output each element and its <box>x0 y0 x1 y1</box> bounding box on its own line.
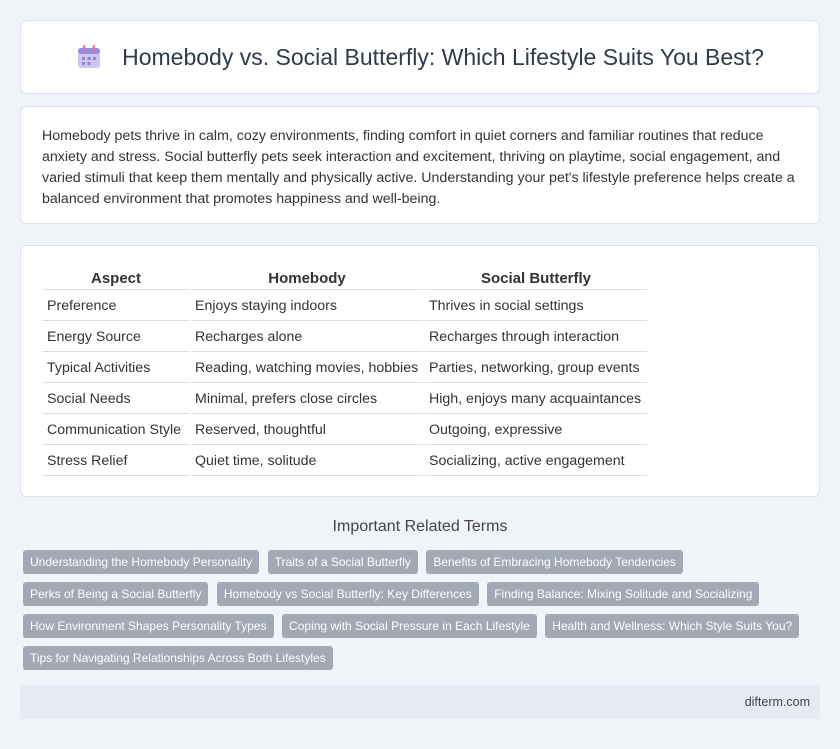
page-title: Homebody vs. Social Butterfly: Which Lifestyle Suits You Best? <box>122 43 764 70</box>
table-cell: Energy Source <box>43 323 189 352</box>
intro-text: Homebody pets thrive in calm, cozy environments, finding comfort in quiet corners and familiar routines that reduce anxiety and stress. Social butterfly pets seek interaction and excitement, thriving on playtime, social engagement, and varied stimuli that keep them mentally and physically active. Understanding your pet's lifestyle preference helps create a balanced environment that promotes happiness and well-being. <box>42 128 795 207</box>
table-cell: Parties, networking, group events <box>425 354 647 383</box>
footer-site-link[interactable]: difterm.com <box>744 695 810 709</box>
table-row <box>43 354 647 383</box>
table-header-row <box>43 266 647 290</box>
related-term-tag[interactable]: Benefits of Embracing Homebody Tendencies <box>426 550 683 574</box>
calendar-icon <box>76 44 102 70</box>
table-cell: Recharges alone <box>191 323 423 352</box>
table-cell: Minimal, prefers close circles <box>191 385 423 414</box>
table-row <box>43 323 647 352</box>
table-cell: Quiet time, solitude <box>191 447 423 476</box>
table-row <box>43 447 647 476</box>
table-row <box>43 292 647 321</box>
table-cell: Typical Activities <box>43 354 189 383</box>
table-cell: Social Needs <box>43 385 189 414</box>
header-card <box>20 20 820 94</box>
related-term-tag[interactable]: Traits of a Social Butterfly <box>268 550 418 574</box>
table-cell: Socializing, active engagement <box>425 447 647 476</box>
table-cell: Communication Style <box>43 416 189 445</box>
related-term-tag[interactable]: Finding Balance: Mixing Solitude and Socializing <box>487 582 759 606</box>
related-term-tag[interactable]: How Environment Shapes Personality Types <box>23 614 274 638</box>
related-term-tag[interactable]: Perks of Being a Social Butterfly <box>23 582 208 606</box>
related-term-tag[interactable]: Coping with Social Pressure in Each Lifestyle <box>282 614 537 638</box>
related-terms-title: Important Related Terms <box>332 518 508 535</box>
column-header: Homebody <box>191 266 423 290</box>
related-terms-list <box>23 550 823 678</box>
related-term-tag[interactable]: Health and Wellness: Which Style Suits You? <box>545 614 799 638</box>
table-row <box>43 416 647 445</box>
column-header: Aspect <box>43 266 189 290</box>
comparison-card <box>20 245 820 497</box>
table-cell: Stress Relief <box>43 447 189 476</box>
table-row <box>43 385 647 414</box>
table-cell: Reserved, thoughtful <box>191 416 423 445</box>
table-cell: Outgoing, expressive <box>425 416 647 445</box>
intro-card <box>20 106 820 224</box>
related-term-tag[interactable]: Understanding the Homebody Personality <box>23 550 259 574</box>
table-cell: High, enjoys many acquaintances <box>425 385 647 414</box>
column-header: Social Butterfly <box>425 266 647 290</box>
table-cell: Reading, watching movies, hobbies <box>191 354 423 383</box>
related-term-tag[interactable]: Homebody vs Social Butterfly: Key Differences <box>217 582 479 606</box>
footer <box>20 685 820 719</box>
table-cell: Recharges through interaction <box>425 323 647 352</box>
related-term-tag[interactable]: Tips for Navigating Relationships Across Both Lifestyles <box>23 646 333 670</box>
table-cell: Enjoys staying indoors <box>191 292 423 321</box>
table-cell: Preference <box>43 292 189 321</box>
table-cell: Thrives in social settings <box>425 292 647 321</box>
comparison-table <box>41 264 649 478</box>
